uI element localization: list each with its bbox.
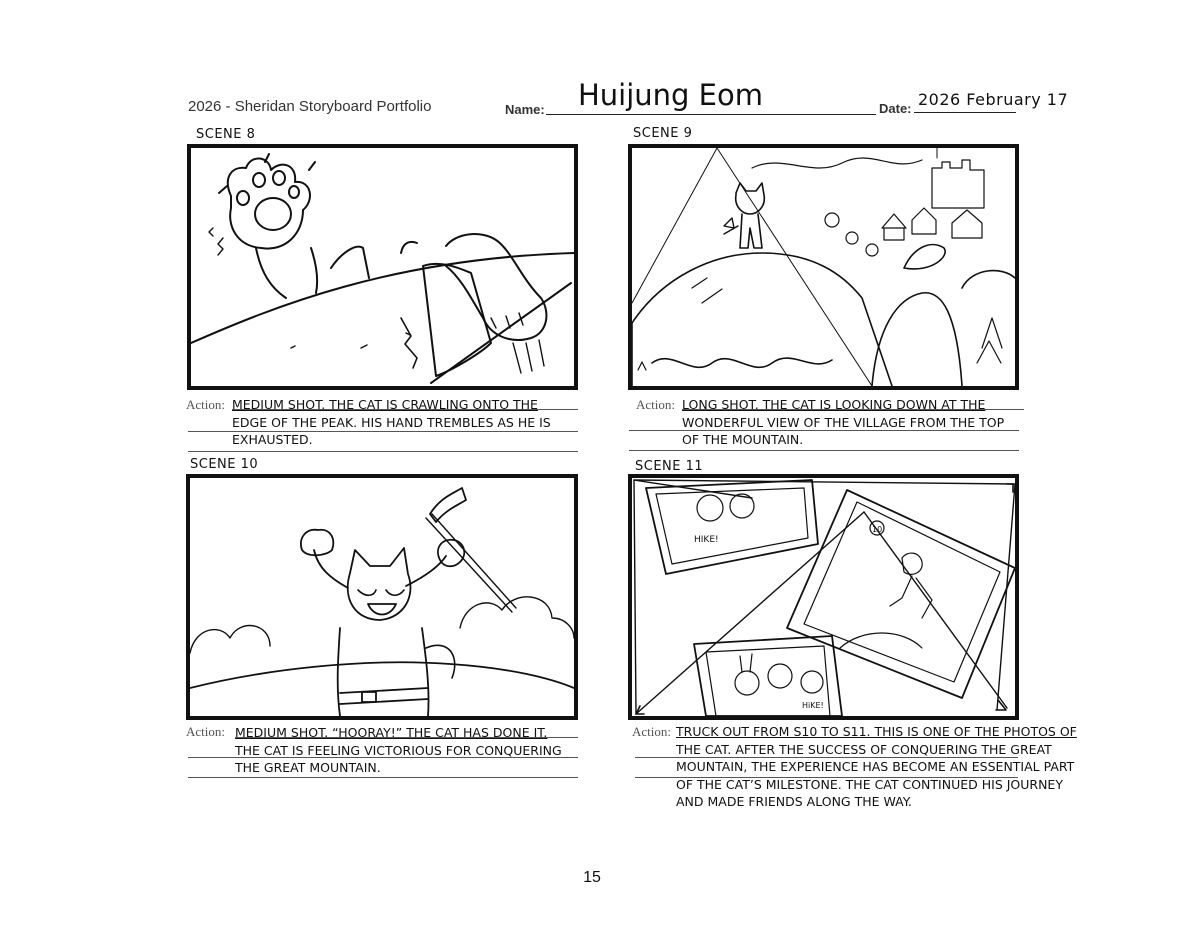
scene-8-line-3: EXHAUSTED. [232,432,313,447]
scene-10-rule-3 [188,777,578,778]
scene-9-line-3: OF THE MOUNTAIN. [682,432,804,447]
scene-10-frame [186,474,578,720]
scene-11-action-label: Action: [632,724,671,739]
name-value: Huijung Eom [578,78,764,112]
scene-9-label: SCENE 9 [633,126,693,141]
scene-9-line-1: LONG SHOT. THE CAT IS LOOKING DOWN AT THE [682,397,986,412]
scene-8-label: SCENE 8 [196,127,256,142]
photo-1-sign: HIKE! [694,535,719,545]
scene-8-action-label: Action: [186,397,225,412]
scene-9-action-label: Action: [636,397,675,412]
date-label: Date: [879,101,912,116]
scene-10-line-1: MEDIUM SHOT. “HOORAY!” THE CAT HAS DONE IT. [235,725,548,740]
scene-11-line-3: MOUNTAIN, THE EXPERIENCE HAS BECOME AN ESSENTIAL PART [676,759,1075,774]
scene-8-line-2: EDGE OF THE PEAK. HIS HAND TREMBLES AS HE IS [232,414,551,430]
scene-10-description [235,724,562,777]
scene-10-line-3: THE GREAT MOUNTAIN. [235,760,381,775]
scene-10-label: SCENE 10 [190,457,259,472]
scene-11-line-2: THE CAT. AFTER THE SUCCESS OF CONQUERING THE GREAT [676,741,1052,757]
scene-9-line-2: WONDERFUL VIEW OF THE VILLAGE FROM THE TOP [682,414,1005,430]
scene-11-description [676,723,1077,811]
portfolio-title: 2026 - Sheridan Storyboard Portfolio [188,98,432,115]
scene-8-description [232,396,551,449]
date-underline [914,112,1016,113]
scene-10-action-label: Action: [186,724,225,739]
scene-11-label: SCENE 11 [635,459,704,474]
frame-number: 10 [872,525,883,534]
scene-9-drawing [632,148,1015,386]
scene-10-drawing [190,478,574,716]
scene-11-frame [628,474,1019,720]
page-number: 15 [583,869,601,886]
scene-9-frame [628,144,1019,390]
date-value: 2026 February 17 [918,90,1069,109]
scene-11-line-1: TRUCK OUT FROM S10 TO S11. THIS IS ONE OF THE PHOTOS OF [676,724,1077,739]
scene-11-line-4: OF THE CAT’S MILESTONE. THE CAT CONTINUED HIS JOURNEY [676,776,1063,792]
scene-10-line-2: THE CAT IS FEELING VICTORIOUS FOR CONQUERING [235,742,562,758]
scene-8-frame [187,144,578,390]
scene-11-drawing [632,478,1015,716]
scene-9-description [682,396,1004,449]
scene-9-rule-3 [629,450,1019,451]
scene-11-line-5: AND MADE FRIENDS ALONG THE WAY. [676,794,912,809]
photo-3-sign: HiKE! [802,701,824,710]
name-label: Name: [505,102,545,117]
scene-8-rule-3 [188,451,578,452]
name-underline [546,114,876,115]
scene-8-line-1: MEDIUM SHOT. THE CAT IS CRAWLING ONTO THE [232,397,538,412]
scene-8-drawing [191,148,574,386]
